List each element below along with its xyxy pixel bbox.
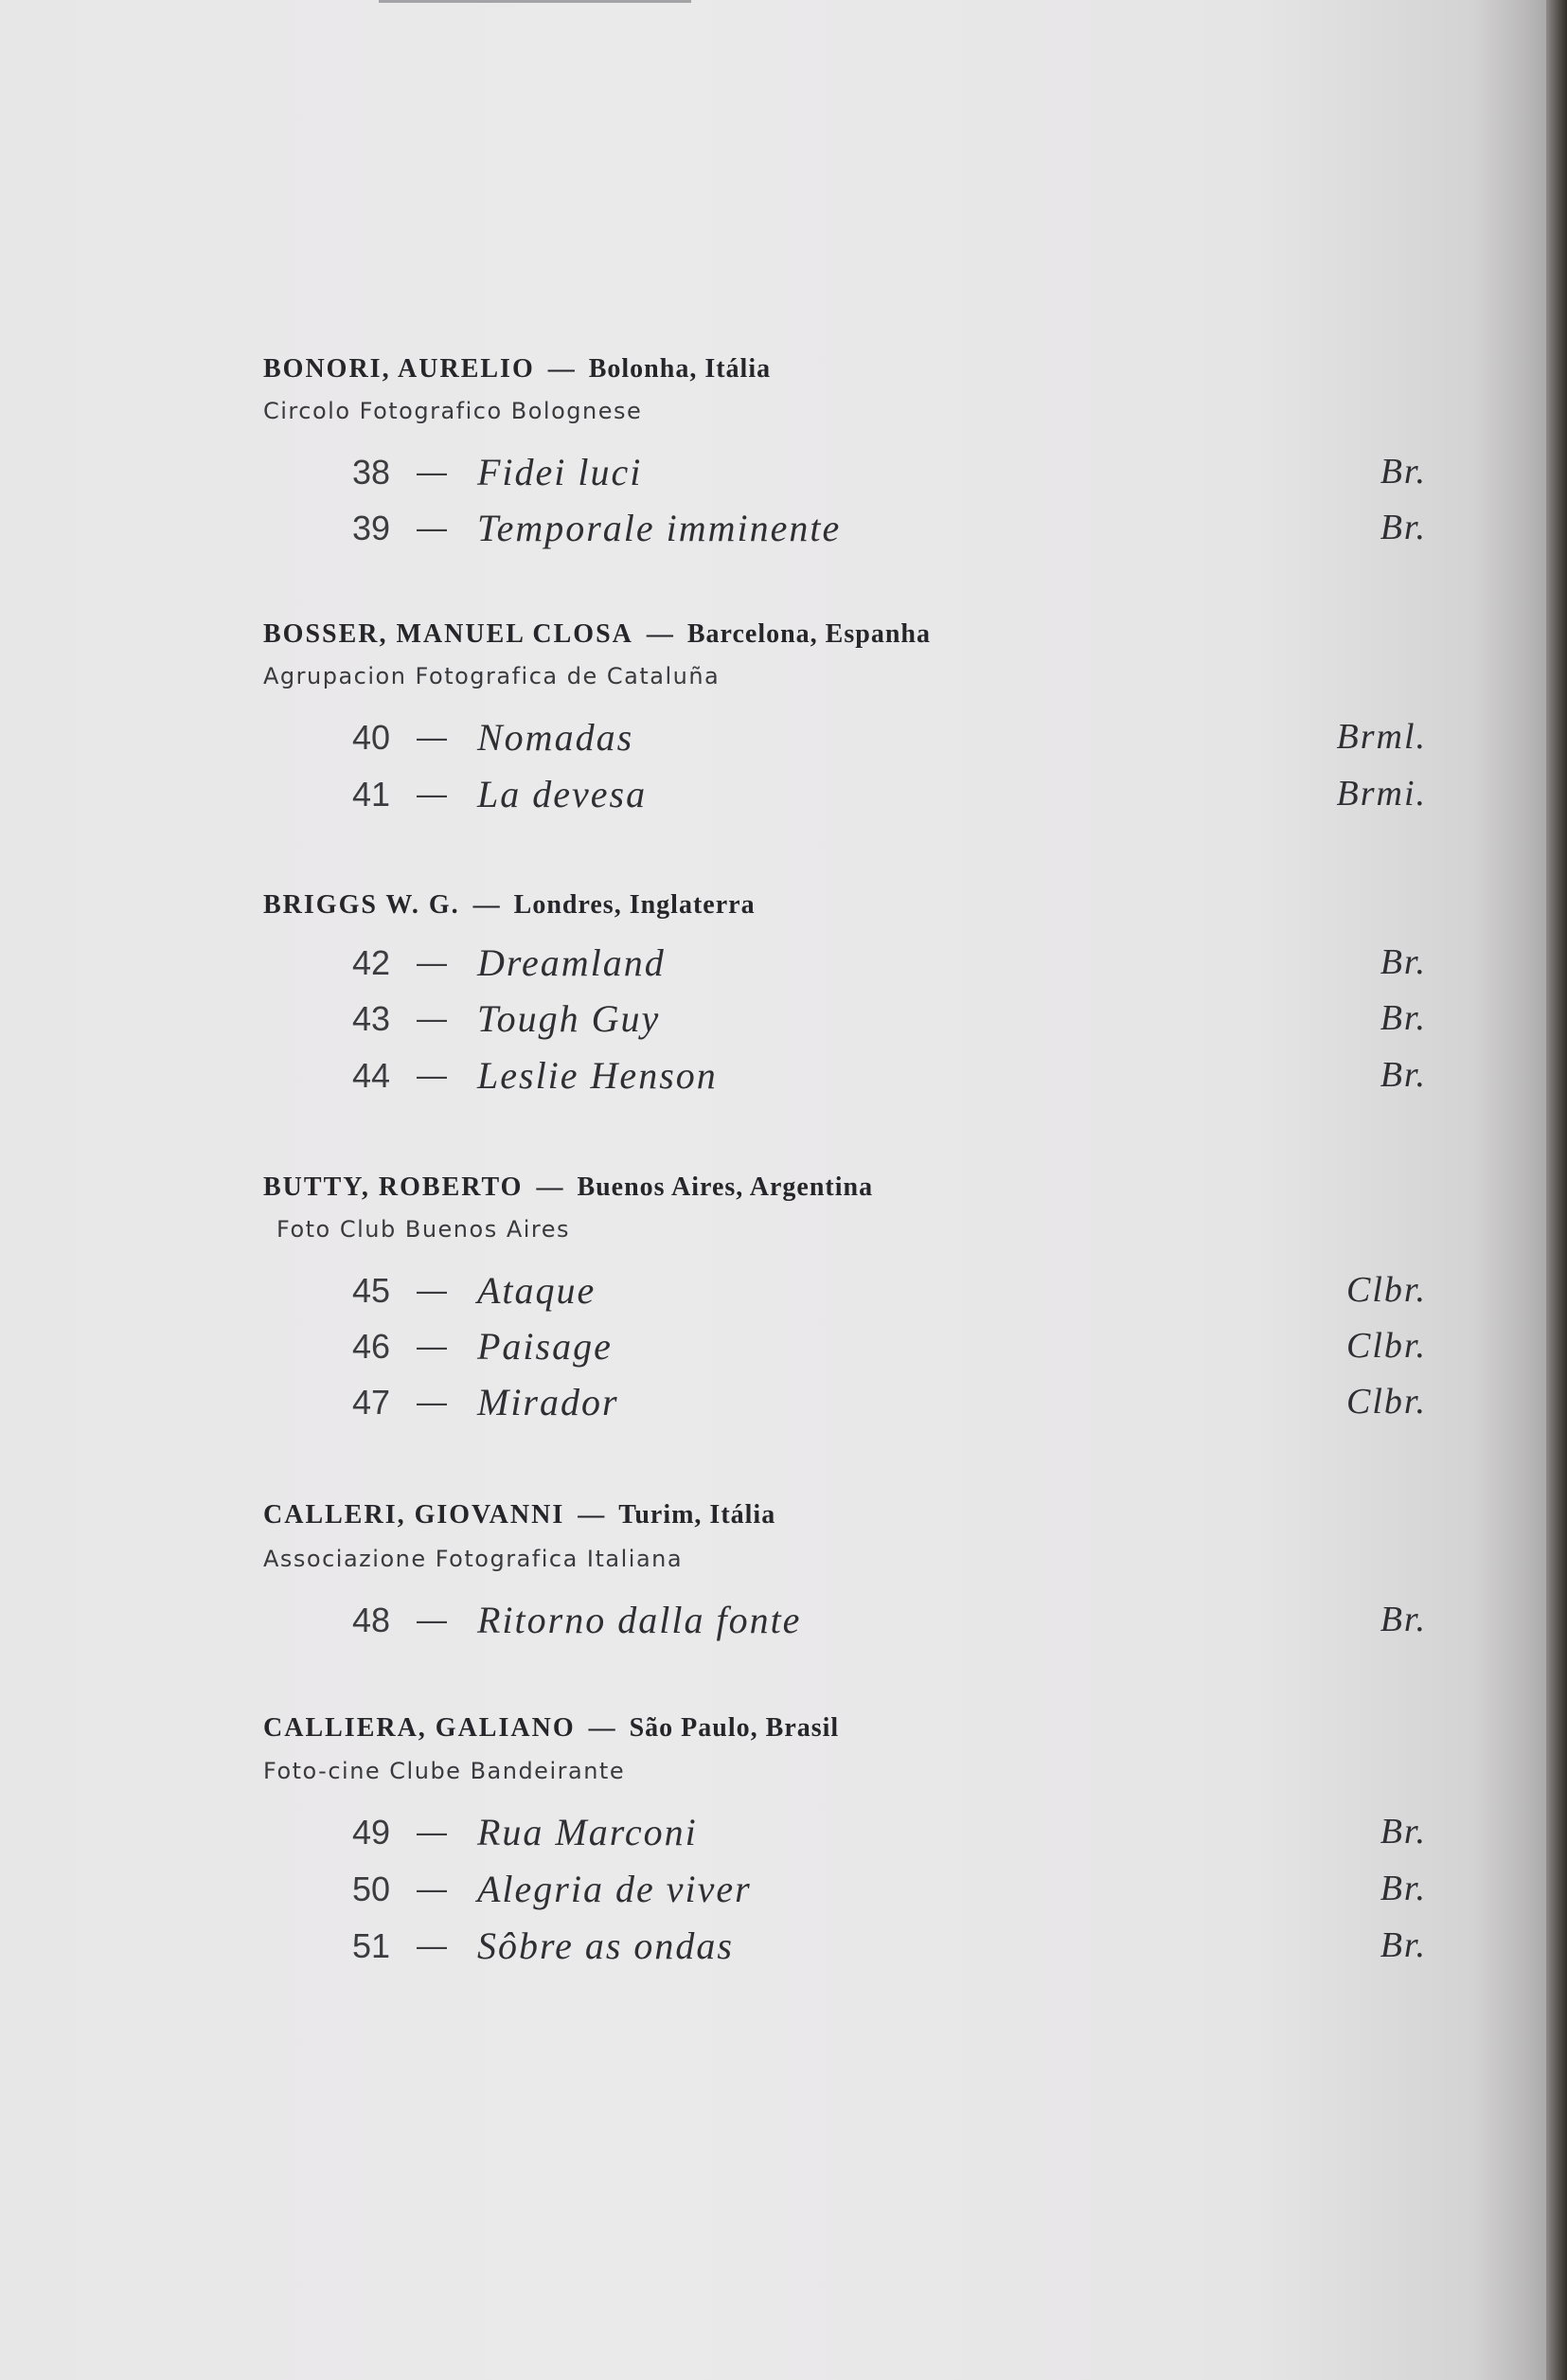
work-dash: — <box>417 1815 447 1849</box>
work-technique: Br. <box>1380 508 1427 547</box>
exhibitor-heading <box>263 619 931 650</box>
work-technique: Clbr. <box>1346 1326 1427 1366</box>
work-technique: Brml. <box>1336 717 1427 757</box>
heading-dash: — <box>646 619 674 649</box>
exhibitor-location: Buenos Aires, Argentina <box>577 1172 874 1202</box>
exhibitor-club: Associazione Fotografica Italiana <box>263 1546 684 1572</box>
work-technique: Br. <box>1380 998 1427 1038</box>
work-title: Temporale imminente <box>477 507 842 549</box>
work-title: Alegria de viver <box>477 1868 752 1910</box>
work-technique: Br. <box>1380 1925 1427 1965</box>
exhibitor-name: BOSSER, MANUEL CLOSA <box>263 619 633 649</box>
work-dash: — <box>417 1602 447 1637</box>
exhibitor-name: BUTTY, ROBERTO <box>263 1172 524 1202</box>
exhibitor-location: Bolonha, Itália <box>588 354 772 384</box>
work-title: Leslie Henson <box>477 1054 718 1097</box>
work-number: 48 <box>352 1601 391 1639</box>
work-number: 45 <box>352 1271 391 1310</box>
work-number: 40 <box>352 718 391 757</box>
work-number: 49 <box>352 1813 391 1852</box>
work-dash: — <box>417 945 447 979</box>
work-dash: — <box>417 1273 447 1307</box>
work-technique: Clbr. <box>1346 1270 1427 1310</box>
work-number: 43 <box>352 999 391 1038</box>
work-number: 42 <box>352 943 391 982</box>
exhibitor-location: Barcelona, Espanha <box>686 619 931 649</box>
work-number: 41 <box>352 775 391 814</box>
exhibitor-location: Londres, Inglaterra <box>513 890 756 920</box>
work-title: Rua Marconi <box>477 1811 698 1853</box>
work-technique: Br. <box>1380 1812 1427 1852</box>
exhibitor-heading <box>263 1713 839 1744</box>
page-top-mark <box>379 0 691 3</box>
exhibitor-location: São Paulo, Brasil <box>629 1713 840 1743</box>
work-number: 46 <box>352 1327 391 1366</box>
work-technique: Brmi. <box>1336 774 1427 814</box>
work-title: La devesa <box>477 773 648 815</box>
work-title: Mirador <box>477 1381 619 1423</box>
heading-dash: — <box>578 1500 606 1530</box>
work-title: Paisage <box>477 1325 613 1368</box>
work-technique: Br. <box>1380 942 1427 982</box>
exhibitor-heading <box>263 890 756 921</box>
work-technique: Br. <box>1380 452 1427 492</box>
work-title: Tough Guy <box>477 997 661 1040</box>
exhibitor-name: BONORI, AURELIO <box>263 354 535 384</box>
work-technique: Br. <box>1380 1869 1427 1908</box>
work-dash: — <box>417 1871 447 1906</box>
work-number: 38 <box>352 453 391 492</box>
exhibitor-name: CALLIERA, GALIANO <box>263 1713 576 1743</box>
exhibitor-club: Agrupacion Fotografica de Cataluña <box>263 663 721 689</box>
work-technique: Clbr. <box>1346 1382 1427 1422</box>
heading-dash: — <box>547 354 576 384</box>
exhibitor-club: Foto Club Buenos Aires <box>276 1216 571 1243</box>
work-title: Dreamland <box>477 941 666 984</box>
work-title: Sôbre as ondas <box>477 1924 734 1967</box>
work-dash: — <box>417 1385 447 1419</box>
exhibitor-club: Circolo Fotografico Bolognese <box>263 398 643 424</box>
exhibitor-club: Foto-cine Clube Bandeirante <box>263 1758 626 1784</box>
work-technique: Br. <box>1380 1600 1427 1639</box>
heading-dash: — <box>588 1713 616 1743</box>
work-title: Ritorno dalla fonte <box>477 1599 802 1641</box>
work-title: Ataque <box>477 1269 597 1312</box>
work-dash: — <box>417 455 447 489</box>
exhibitor-heading <box>263 354 771 385</box>
work-number: 50 <box>352 1870 391 1908</box>
work-dash: — <box>417 777 447 811</box>
work-dash: — <box>417 510 447 545</box>
work-title: Nomadas <box>477 716 634 759</box>
heading-dash: — <box>472 890 501 920</box>
work-dash: — <box>417 1329 447 1363</box>
work-dash: — <box>417 1001 447 1035</box>
exhibitor-name: BRIGGS W. G. <box>263 890 460 920</box>
work-number: 51 <box>352 1926 391 1965</box>
work-number: 47 <box>352 1383 391 1422</box>
work-dash: — <box>417 1058 447 1092</box>
work-number: 39 <box>352 509 391 547</box>
exhibitor-location: Turim, Itália <box>618 1500 776 1530</box>
work-dash: — <box>417 1928 447 1962</box>
work-dash: — <box>417 720 447 754</box>
exhibitor-heading <box>263 1500 775 1530</box>
work-technique: Br. <box>1380 1055 1427 1095</box>
work-title: Fidei luci <box>477 451 643 493</box>
binding-edge <box>1546 0 1567 2380</box>
work-number: 44 <box>352 1056 391 1095</box>
exhibitor-heading <box>263 1172 873 1203</box>
heading-dash: — <box>536 1172 564 1202</box>
exhibitor-name: CALLERI, GIOVANNI <box>263 1500 565 1530</box>
